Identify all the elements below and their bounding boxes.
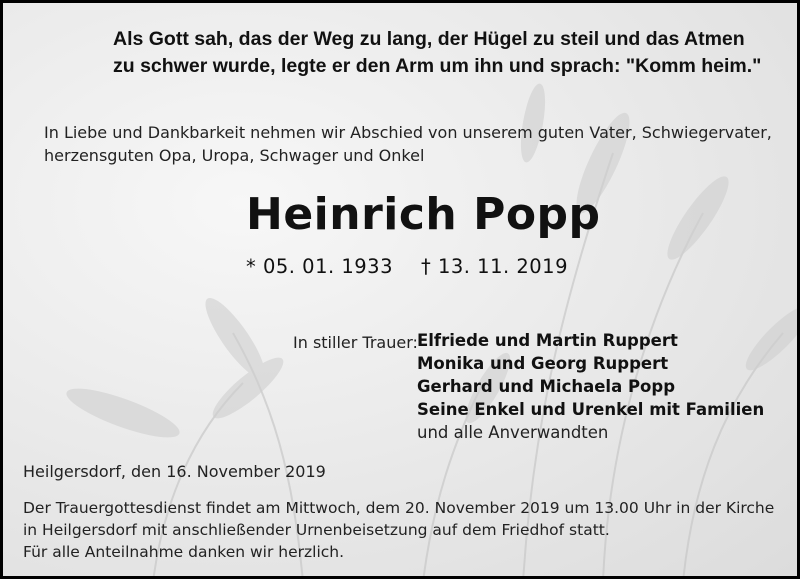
quote-line-2: zu schwer wurde, legte er den Arm um ihn und sprach: "Komm heim." bbox=[113, 55, 762, 77]
memorial-quote bbox=[113, 26, 761, 80]
service-line-2: in Heilgersdorf mit anschließender Urnenbeisetzung auf dem Friedhof statt. bbox=[23, 521, 610, 539]
death-date: † 13. 11. 2019 bbox=[421, 255, 568, 278]
life-dates bbox=[246, 255, 568, 278]
deceased-name: Heinrich Popp bbox=[246, 189, 601, 240]
service-line-3: Für alle Anteilnahme danken wir herzlich. bbox=[23, 543, 345, 561]
wheat-field-image bbox=[3, 3, 800, 579]
farewell-text bbox=[44, 121, 772, 167]
service-info bbox=[23, 497, 774, 563]
mourner-name: Gerhard und Michaela Popp bbox=[417, 377, 676, 396]
birth-date: * 05. 01. 1933 bbox=[246, 255, 393, 278]
mourner-name: Seine Enkel und Urenkel mit Familien bbox=[417, 400, 765, 419]
mourners-label: In stiller Trauer: bbox=[293, 333, 418, 352]
service-line-1: Der Trauergottesdienst findet am Mittwoch, dem 20. November 2019 um 13.00 Uhr in der Kirche bbox=[23, 499, 775, 517]
mourners-closing: und alle Anverwandten bbox=[417, 423, 609, 442]
quote-line-1: Als Gott sah, das der Weg zu lang, der Hügel zu steil und das Atmen bbox=[113, 28, 745, 50]
mourners-list bbox=[417, 329, 764, 444]
farewell-line-2: herzensguten Opa, Uropa, Schwager und Onkel bbox=[44, 146, 425, 165]
place-and-date: Heilgersdorf, den 16. November 2019 bbox=[23, 462, 326, 481]
mourner-name: Monika und Georg Ruppert bbox=[417, 354, 669, 373]
mourner-name: Elfriede und Martin Ruppert bbox=[417, 331, 678, 350]
farewell-line-1: In Liebe und Dankbarkeit nehmen wir Abschied von unserem guten Vater, Schwiegervater, bbox=[44, 123, 772, 142]
